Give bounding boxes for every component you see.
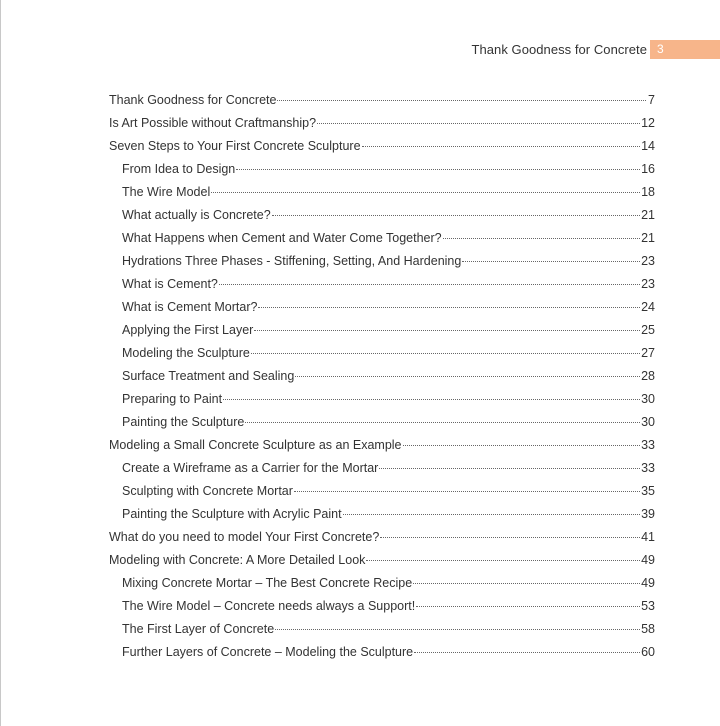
toc-entry-label: Seven Steps to Your First Concrete Sculpture xyxy=(109,139,361,153)
toc-dot-leader xyxy=(317,122,640,124)
toc-entry-label: Painting the Sculpture xyxy=(122,415,245,429)
toc-entry-label: The First Layer of Concrete xyxy=(122,622,275,636)
table-of-contents xyxy=(109,89,655,664)
toc-entry[interactable] xyxy=(109,135,655,158)
toc-entry-page: 35 xyxy=(641,484,655,498)
toc-entry-label: What is Cement Mortar? xyxy=(122,300,258,314)
toc-entry-label: From Idea to Design xyxy=(122,162,236,176)
toc-entry-page: 25 xyxy=(641,323,655,337)
toc-entry-page: 23 xyxy=(641,254,655,268)
toc-entry[interactable] xyxy=(109,388,655,411)
toc-entry-page: 28 xyxy=(641,369,655,383)
toc-entry-label: The Wire Model xyxy=(122,185,211,199)
toc-dot-leader xyxy=(223,398,640,400)
toc-entry-label: Create a Wireframe as a Carrier for the Mortar xyxy=(122,461,379,475)
toc-entry-page: 14 xyxy=(641,139,655,153)
toc-entry-label: Thank Goodness for Concrete xyxy=(109,93,277,107)
toc-entry-label: Further Layers of Concrete – Modeling the Sculpture xyxy=(122,645,414,659)
toc-dot-leader xyxy=(366,559,640,561)
toc-dot-leader xyxy=(236,168,640,170)
toc-entry-page: 30 xyxy=(641,415,655,429)
toc-entry-page: 33 xyxy=(641,461,655,475)
toc-entry[interactable] xyxy=(109,618,655,641)
toc-entry[interactable] xyxy=(109,411,655,434)
toc-dot-leader xyxy=(343,513,641,515)
toc-entry-page: 33 xyxy=(641,438,655,452)
toc-dot-leader xyxy=(443,237,640,239)
toc-entry[interactable] xyxy=(109,526,655,549)
toc-dot-leader xyxy=(275,628,640,630)
toc-entry-label: Modeling a Small Concrete Sculpture as an Example xyxy=(109,438,402,452)
toc-entry[interactable] xyxy=(109,549,655,572)
toc-dot-leader xyxy=(211,191,640,193)
toc-entry-label: What is Cement? xyxy=(122,277,218,291)
toc-entry[interactable] xyxy=(109,641,655,664)
toc-entry-label: What do you need to model Your First Concrete? xyxy=(109,530,380,544)
toc-dot-leader xyxy=(219,283,640,285)
toc-dot-leader xyxy=(251,352,640,354)
toc-entry-label: What actually is Concrete? xyxy=(122,208,271,222)
toc-entry[interactable] xyxy=(109,158,655,181)
toc-entry[interactable] xyxy=(109,365,655,388)
toc-entry[interactable] xyxy=(109,572,655,595)
toc-entry-page: 49 xyxy=(641,576,655,590)
toc-dot-leader xyxy=(245,421,640,423)
toc-dot-leader xyxy=(416,605,640,607)
toc-entry-label: Mixing Concrete Mortar – The Best Concrete Recipe xyxy=(122,576,413,590)
toc-dot-leader xyxy=(254,329,640,331)
toc-entry-label: Applying the First Layer xyxy=(122,323,254,337)
toc-dot-leader xyxy=(272,214,640,216)
toc-entry[interactable] xyxy=(109,89,655,112)
toc-entry-label: What Happens when Cement and Water Come Together? xyxy=(122,231,442,245)
toc-entry-page: 12 xyxy=(641,116,655,130)
toc-entry[interactable] xyxy=(109,319,655,342)
toc-entry-label: Sculpting with Concrete Mortar xyxy=(122,484,293,498)
page-number-badge: 3 xyxy=(650,40,720,59)
toc-entry-page: 18 xyxy=(641,185,655,199)
toc-entry-page: 27 xyxy=(641,346,655,360)
toc-entry-label: Surface Treatment and Sealing xyxy=(122,369,295,383)
toc-entry-label: Hydrations Three Phases - Stiffening, Setting, And Hardening xyxy=(122,254,462,268)
toc-entry-page: 53 xyxy=(641,599,655,613)
toc-entry-label: Is Art Possible without Craftmanship? xyxy=(109,116,317,130)
toc-dot-leader xyxy=(462,260,640,262)
page-left-edge xyxy=(0,0,1,726)
toc-entry-page: 24 xyxy=(641,300,655,314)
toc-entry-label: Painting the Sculpture with Acrylic Paint xyxy=(122,507,342,521)
toc-entry[interactable] xyxy=(109,112,655,135)
toc-entry[interactable] xyxy=(109,273,655,296)
toc-entry[interactable] xyxy=(109,595,655,618)
toc-entry-label: Modeling with Concrete: A More Detailed Look xyxy=(109,553,366,567)
toc-entry[interactable] xyxy=(109,296,655,319)
toc-entry[interactable] xyxy=(109,434,655,457)
toc-dot-leader xyxy=(295,375,640,377)
page-header xyxy=(472,40,720,59)
toc-entry[interactable] xyxy=(109,480,655,503)
toc-entry[interactable] xyxy=(109,457,655,480)
toc-entry[interactable] xyxy=(109,204,655,227)
toc-entry-page: 21 xyxy=(641,208,655,222)
toc-entry-page: 39 xyxy=(641,507,655,521)
toc-dot-leader xyxy=(414,651,640,653)
toc-dot-leader xyxy=(380,536,640,538)
toc-dot-leader xyxy=(362,145,641,147)
toc-entry-label: The Wire Model – Concrete needs always a Support! xyxy=(122,599,416,613)
toc-entry[interactable] xyxy=(109,503,655,526)
toc-entry-page: 41 xyxy=(641,530,655,544)
toc-dot-leader xyxy=(277,99,646,101)
toc-entry[interactable] xyxy=(109,181,655,204)
toc-entry-page: 7 xyxy=(648,93,655,107)
toc-entry-page: 58 xyxy=(641,622,655,636)
toc-entry-page: 23 xyxy=(641,277,655,291)
toc-entry[interactable] xyxy=(109,250,655,273)
toc-entry-page: 21 xyxy=(641,231,655,245)
toc-dot-leader xyxy=(379,467,640,469)
toc-entry-page: 30 xyxy=(641,392,655,406)
toc-dot-leader xyxy=(294,490,640,492)
toc-entry-label: Preparing to Paint xyxy=(122,392,223,406)
toc-entry[interactable] xyxy=(109,227,655,250)
header-title: Thank Goodness for Concrete xyxy=(471,42,647,57)
toc-dot-leader xyxy=(413,582,640,584)
toc-dot-leader xyxy=(258,306,640,308)
toc-entry-page: 16 xyxy=(641,162,655,176)
toc-dot-leader xyxy=(403,444,641,446)
toc-entry-label: Modeling the Sculpture xyxy=(122,346,250,360)
toc-entry-page: 49 xyxy=(641,553,655,567)
toc-entry[interactable] xyxy=(109,342,655,365)
toc-entry-page: 60 xyxy=(641,645,655,659)
